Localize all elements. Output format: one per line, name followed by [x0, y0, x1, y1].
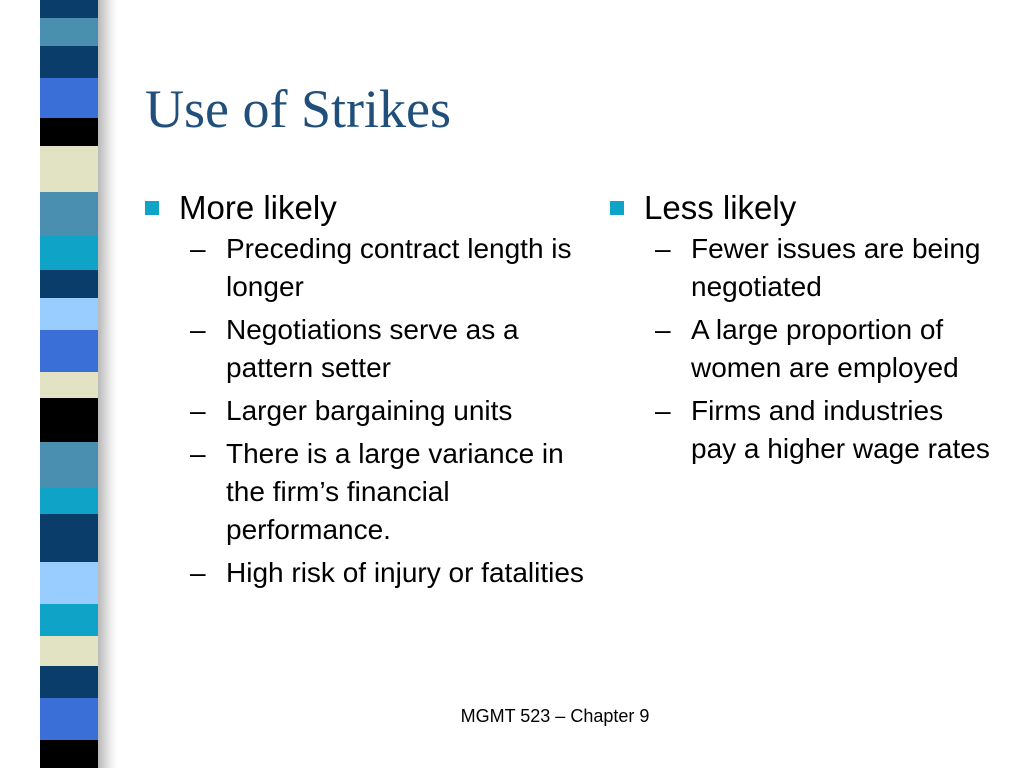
dash-icon: –: [190, 314, 206, 345]
stripe-band: [40, 298, 98, 330]
stripe-band: [40, 398, 98, 442]
stripe-band: [40, 0, 98, 18]
list-item-text: Preceding contract length is longer: [226, 233, 572, 302]
more-likely-list: [190, 230, 585, 592]
stripe-band: [40, 514, 98, 562]
list-item-text: Larger bargaining units: [226, 395, 513, 426]
list-item-text: Negotiations serve as a pattern setter: [226, 314, 519, 383]
list-item: [190, 230, 585, 306]
list-item: [190, 311, 585, 387]
stripe-band: [40, 562, 98, 604]
stripe-band: [40, 18, 98, 46]
list-item-text: There is a large variance in the firm’s financial performance.: [226, 438, 564, 545]
stripe-band: [40, 666, 98, 698]
dash-icon: –: [655, 233, 671, 264]
dash-icon: –: [655, 395, 671, 426]
stripe-band: [40, 236, 98, 270]
list-item: [655, 230, 990, 306]
list-item: [655, 392, 990, 468]
dash-icon: –: [190, 395, 206, 426]
more-likely-column: [145, 186, 585, 597]
less-likely-list: [655, 230, 990, 468]
bullet-heading: More likely: [179, 189, 337, 226]
stripe-band: [40, 270, 98, 298]
list-item-text: Firms and industries pay a higher wage rates: [691, 395, 990, 464]
stripe-band: [40, 146, 98, 192]
stripe-band: [40, 46, 98, 78]
list-item: [655, 311, 990, 387]
list-item-text: High risk of injury or fatalities: [226, 557, 584, 588]
stripe-band: [40, 330, 98, 372]
list-item-text: Fewer issues are being negotiated: [691, 233, 981, 302]
stripe-band: [40, 604, 98, 636]
decorative-stripe: [0, 0, 118, 768]
stripe-band: [40, 442, 98, 488]
stripe-band: [40, 740, 98, 768]
slide-title: Use of Strikes: [145, 79, 451, 139]
list-item: [190, 392, 585, 430]
stripe-band: [40, 192, 98, 236]
stripe-band: [40, 636, 98, 666]
square-bullet-icon: [610, 201, 624, 215]
slide-footer: MGMT 523 – Chapter 9: [460, 706, 650, 726]
list-item: [190, 554, 585, 592]
stripe-shadow: [98, 0, 118, 768]
bullet-more-likely: [145, 186, 585, 230]
stripe-band: [40, 78, 98, 118]
stripe-band: [40, 488, 98, 514]
list-item: [190, 435, 585, 549]
bullet-less-likely: [610, 186, 990, 230]
dash-icon: –: [190, 557, 206, 588]
stripe-band: [40, 372, 98, 398]
dash-icon: –: [190, 438, 206, 469]
square-bullet-icon: [145, 201, 159, 215]
dash-icon: –: [655, 314, 671, 345]
stripe-band: [40, 118, 98, 146]
bullet-heading: Less likely: [644, 189, 797, 226]
dash-icon: –: [190, 233, 206, 264]
less-likely-column: [610, 186, 990, 473]
list-item-text: A large proportion of women are employed: [691, 314, 959, 383]
stripe-band: [40, 698, 98, 740]
